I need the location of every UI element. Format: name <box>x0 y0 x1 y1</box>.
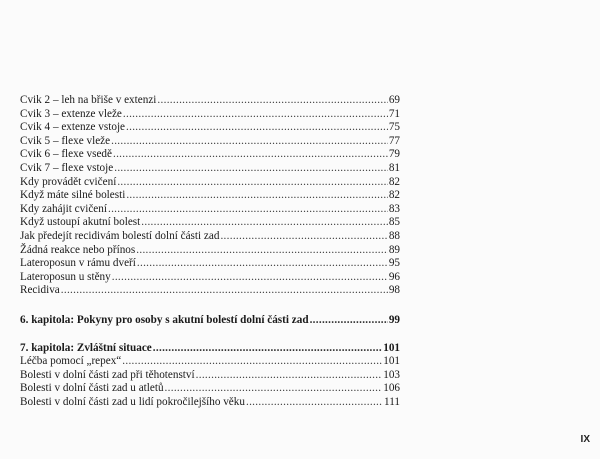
toc-entry-title: Léčba pomocí „repex“ <box>20 355 122 368</box>
toc-entry-page: 82 <box>388 175 400 188</box>
toc-entry-page: 75 <box>388 121 400 134</box>
dot-leader <box>246 396 383 410</box>
toc-entry-title: Cvik 7 – flexe vstoje <box>20 161 114 174</box>
toc-entry <box>20 369 400 383</box>
dot-leader <box>61 284 388 298</box>
toc-entry-title: Kdy provádět cvičení <box>20 175 117 188</box>
dot-leader <box>113 148 388 162</box>
dot-leader <box>196 369 383 383</box>
toc-chapter-6 <box>20 314 400 328</box>
toc-entry-page: 103 <box>383 368 400 381</box>
dot-leader <box>108 203 388 217</box>
toc-entry-title: Cvik 2 – leh na břiše v extenzi <box>20 94 157 106</box>
toc-entry <box>20 189 400 203</box>
toc-entry-page: 106 <box>383 382 400 395</box>
chapter-page: 99 <box>388 313 400 326</box>
toc-entry-title: Recidiva <box>20 284 60 297</box>
toc-entry-title: Cvik 3 – extenze vleže <box>20 107 122 120</box>
toc-entry-page: 88 <box>388 229 400 242</box>
dot-leader <box>137 257 388 271</box>
toc-entry-title: Žádná reakce nebo přínos <box>20 243 136 256</box>
dot-leader <box>157 94 387 108</box>
toc-entry-page: 82 <box>388 189 400 202</box>
toc-entry <box>20 396 400 410</box>
chapter-page: 101 <box>383 341 400 354</box>
dot-leader <box>111 135 388 149</box>
toc-entry <box>20 121 400 135</box>
toc-entry <box>20 244 400 258</box>
chapter-title: 6. kapitola: Pokyny pro osoby s akutní bolestí dolní části zad <box>20 313 309 326</box>
toc-entry-title: Bolesti v dolní části zad u atletů <box>20 382 164 395</box>
toc-entry-page: 81 <box>388 161 400 174</box>
toc-entry-page: 79 <box>388 148 400 161</box>
toc-entry <box>20 257 400 271</box>
dot-leader <box>220 230 387 244</box>
dot-leader <box>117 176 388 190</box>
toc-entry <box>20 203 400 217</box>
dot-leader <box>123 108 388 122</box>
toc-entry <box>20 162 400 176</box>
toc-entry <box>20 382 400 396</box>
toc-entry-title: Lateroposun v rámu dveří <box>20 257 136 270</box>
toc-entry-page: 89 <box>388 243 400 256</box>
dot-leader <box>136 244 388 258</box>
toc-entry-title: Cvik 5 – flexe vleže <box>20 134 111 147</box>
toc-entry-page: 96 <box>388 270 400 283</box>
toc-entry-title: Kdy zahájit cvičení <box>20 202 107 215</box>
toc-entry-page: 69 <box>388 94 400 106</box>
toc-entry <box>20 176 400 190</box>
toc-entry <box>20 148 400 162</box>
toc-entry-title: Když ustoupí akutní bolest <box>20 216 141 229</box>
toc-entry-page: 101 <box>383 355 400 368</box>
dot-leader <box>122 355 382 369</box>
toc-entry <box>20 284 400 298</box>
toc-entry-page: 71 <box>388 107 400 120</box>
toc-entry-title: Jak předejít recidivám bolestí dolní části zad <box>20 229 220 242</box>
table-of-contents <box>20 94 400 409</box>
toc-entry <box>20 94 400 108</box>
page-number: IX <box>580 434 590 445</box>
toc-entry-title: Cvik 6 – flexe vsedě <box>20 148 112 161</box>
dot-leader <box>112 271 388 285</box>
toc-entry-page: 111 <box>384 395 400 408</box>
toc-entry-title: Lateroposun u stěny <box>20 270 111 283</box>
toc-section-special <box>20 355 400 409</box>
toc-entry-page: 85 <box>388 216 400 229</box>
toc-entry-title: Cvik 4 – extenze vstoje <box>20 121 126 134</box>
toc-entry-title: Bolesti v dolní části zad u lidí pokročilejšího věku <box>20 395 245 408</box>
toc-entry-title: Bolesti v dolní části zad při těhotenství <box>20 368 195 381</box>
toc-entry <box>20 271 400 285</box>
dot-leader <box>141 216 388 230</box>
dot-leader <box>165 382 383 396</box>
toc-entry <box>20 355 400 369</box>
dot-leader <box>114 162 388 176</box>
toc-chapter-7 <box>20 342 400 356</box>
dot-leader <box>153 342 382 356</box>
dot-leader <box>126 121 388 135</box>
toc-entry-page: 77 <box>388 134 400 147</box>
toc-entry <box>20 108 400 122</box>
dot-leader <box>126 189 387 203</box>
toc-entry-page: 98 <box>388 284 400 297</box>
toc-entry-page: 95 <box>388 257 400 270</box>
toc-section-exercises <box>20 94 400 298</box>
toc-entry <box>20 230 400 244</box>
toc-entry-page: 83 <box>388 202 400 215</box>
toc-entry <box>20 216 400 230</box>
toc-entry <box>20 135 400 149</box>
toc-entry-title: Když máte silné bolesti <box>20 189 126 202</box>
dot-leader <box>310 314 388 328</box>
chapter-title: 7. kapitola: Zvláštní situace <box>20 341 152 354</box>
